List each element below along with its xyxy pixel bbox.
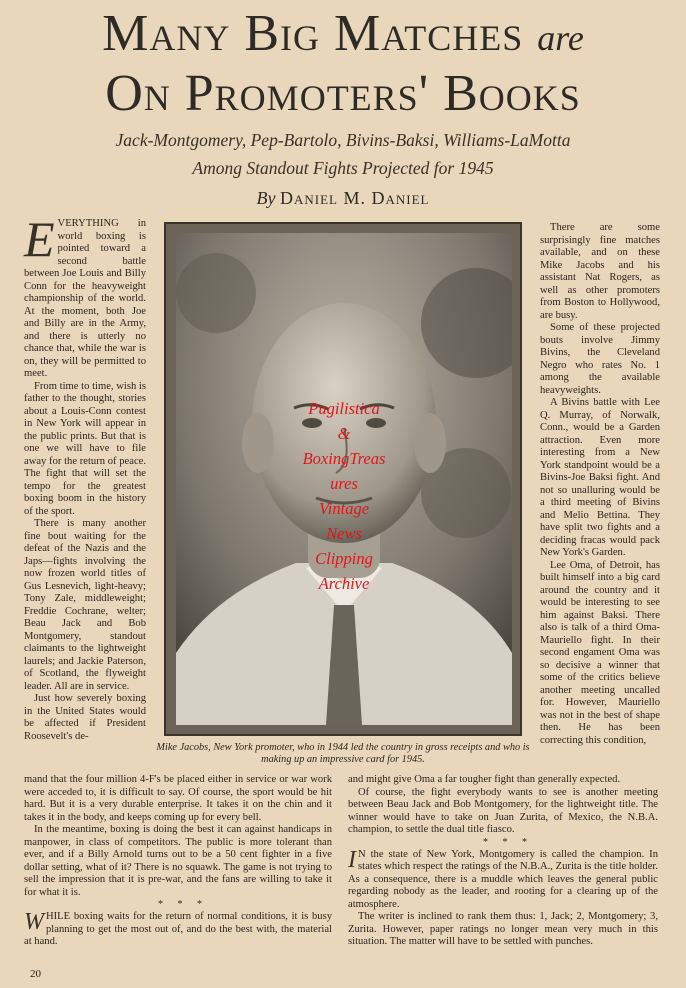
bottom-right-paragraph-3: I N the state of New York, Montgomery is called the champion. In states which respect the ratings of the N.B.A., Zurita is the title holder. As a consequence, there is a muddle which leaves the general public regarding nobody as the leader, and rooting for a clearing up of the atmosphere. — [348, 846, 658, 910]
right-paragraph-4: Lee Oma, of Detroit, has built himself into a big card around the country and it would be interesting to see him against Baksi. There also is talk of a third Oma-Mauriello fight. In their second engament Oma was so decisive a winner that some of the critics believe another meeting uncalled for. However, Mauriello was not in the best of shape then. He has been correcting this condition, — [540, 559, 660, 746]
watermark-line: Archive — [318, 574, 370, 593]
watermark-line: Clipping — [315, 549, 373, 568]
left-paragraph-4: Just how severely boxing in the United States would be affected if President Roosevelt's de- — [24, 693, 146, 742]
deck-line-2: Among Standout Fights Projected for 1945 — [192, 158, 494, 178]
section-stars: * * * — [483, 836, 533, 848]
bottom-right-paragraph-4: The writer is inclined to rank them thus: 1, Jack; 2, Montgomery; 3, Zurita. However, paper ratings no longer mean very much in this situation. The matter will have to be settled with punches. — [348, 911, 658, 947]
watermark-line: & — [337, 424, 351, 443]
byline — [0, 188, 686, 209]
left-paragraph-3: There is many another fine bout waiting for the defeat of the Nazis and the Japs—fights involving the now frozen world titles of Gus Lesnevich, light-heavy; Tony Zale, middleweight; Freddie Cochrane, welter; Beau Jack and Bob Montgomery, standout claimants to the lightweight laurels; and Jackie Paterson, of Scotland, the flyweight leader. All are in service. — [24, 518, 146, 692]
right-paragraph-2: Some of these projected bouts involve Jimmy Bivins, the Cleveland Negro who rates No. 1 among the available heavyweights. — [540, 322, 660, 396]
right-paragraph-3: A Bivins battle with Lee Q. Murray, of Norwalk, Conn., would be a Garden attraction. Even more interesting from a New York standpoint would be a Bivins-Joe Baksi fight. And not so unalluring would be a third meeting of Bivins and Melio Bettina. They have split two fights and a deciding fracas would pack New York's Garden. — [540, 397, 660, 558]
page-number: 20 — [30, 968, 41, 980]
bottom-left-paragraph-2: In the meantime, boxing is doing the best it can against handicaps in manpower, in class of competitors. The public is more tolerant than ever, and if a Billy Arnold turns out to be a 50 cent fighter in a five dollar setting, what of it? There is no squawk. The game is not trying to sell the impression that it is pre-war, and the fans are willing to take it for what it is. — [24, 824, 332, 898]
bottom-left-column — [24, 774, 332, 949]
watermark-text — [176, 396, 512, 596]
watermark-line: ures — [330, 474, 358, 493]
watermark-line: Vintage — [318, 499, 370, 518]
headline-line-1 — [0, 4, 686, 63]
bottom-left-paragraph-1: mand that the four million 4-F's be placed either in service or war work were acceded to, it is difficult to say. Of course, the sport would be hit hard. But it is a very durable enterprise. It takes it on the chin and it takes it in the body, and keeps coming up for every bell. — [24, 774, 332, 823]
right-column — [540, 222, 660, 747]
bottom-right-paragraph-1: and might give Oma a far tougher fight than generally expected. — [348, 774, 621, 785]
photo-caption: Mike Jacobs, New York promoter, who in 1944 led the country in gross receipts and who is making up an impressive card for 1945. — [156, 742, 530, 765]
left-column — [24, 211, 146, 743]
headline-italic-word: are — [537, 18, 584, 58]
byline-author: Daniel M. Daniel — [280, 188, 430, 208]
byline-by: By — [256, 188, 276, 208]
headline-line-2: On Promoters' Books — [105, 65, 581, 122]
headline-main: Many Big Matches — [102, 5, 524, 62]
deck-line-1: Jack-Montgomery, Pep-Bartolo, Bivins-Baksi, Williams-LaMotta — [115, 130, 571, 150]
section-stars: * * * — [158, 899, 208, 910]
right-paragraph-1: There are some surprisingly fine matches available, and on these Mike Jacobs and his assistant Nat Rogers, as well as other promoters from Boston to Hollywood, are busy. — [540, 222, 660, 321]
drop-cap-w: W — [24, 909, 44, 935]
bottom-right-column — [348, 774, 658, 949]
watermark-line: Pugilistica — [308, 399, 380, 418]
watermark-line: BoxingTreas — [302, 449, 386, 468]
drop-cap-i: I — [348, 846, 356, 873]
left-paragraph-2: From time to time, wish is father to the thought, stories about a Louis-Conn contest in New York will appear in the public prints. But that is one we will have to file away for the return of peace. The fight that will set the tempo for the greatest boxing boom in the history of the sport. — [24, 380, 146, 517]
bottom-right-paragraph-2: Of course, the fight everybody wants to see is another meeting between Beau Jack and Bob Montgomery, for the lightweight title. The winner would have to take on Juan Zurita, of Mexico, the N.B.A. champion, to settle the dual title fiasco. — [348, 786, 658, 835]
left-paragraph-1: EVERYTHING in world boxing is pointed toward a second battle between Joe Louis and Billy Conn for the heavyweight championship of the world. At the moment, both Joe and Billy are in the Army, and there is utterly no chance that, while the war is on, they will be permitted to meet. — [24, 211, 146, 379]
watermark-line: News — [326, 524, 362, 543]
bottom-left-paragraph-3: WHILE boxing waits for the return of normal conditions, it is busy planning to get the most out of, and do the best with, the material at hand. — [24, 909, 332, 947]
drop-cap-e: E — [24, 211, 55, 267]
